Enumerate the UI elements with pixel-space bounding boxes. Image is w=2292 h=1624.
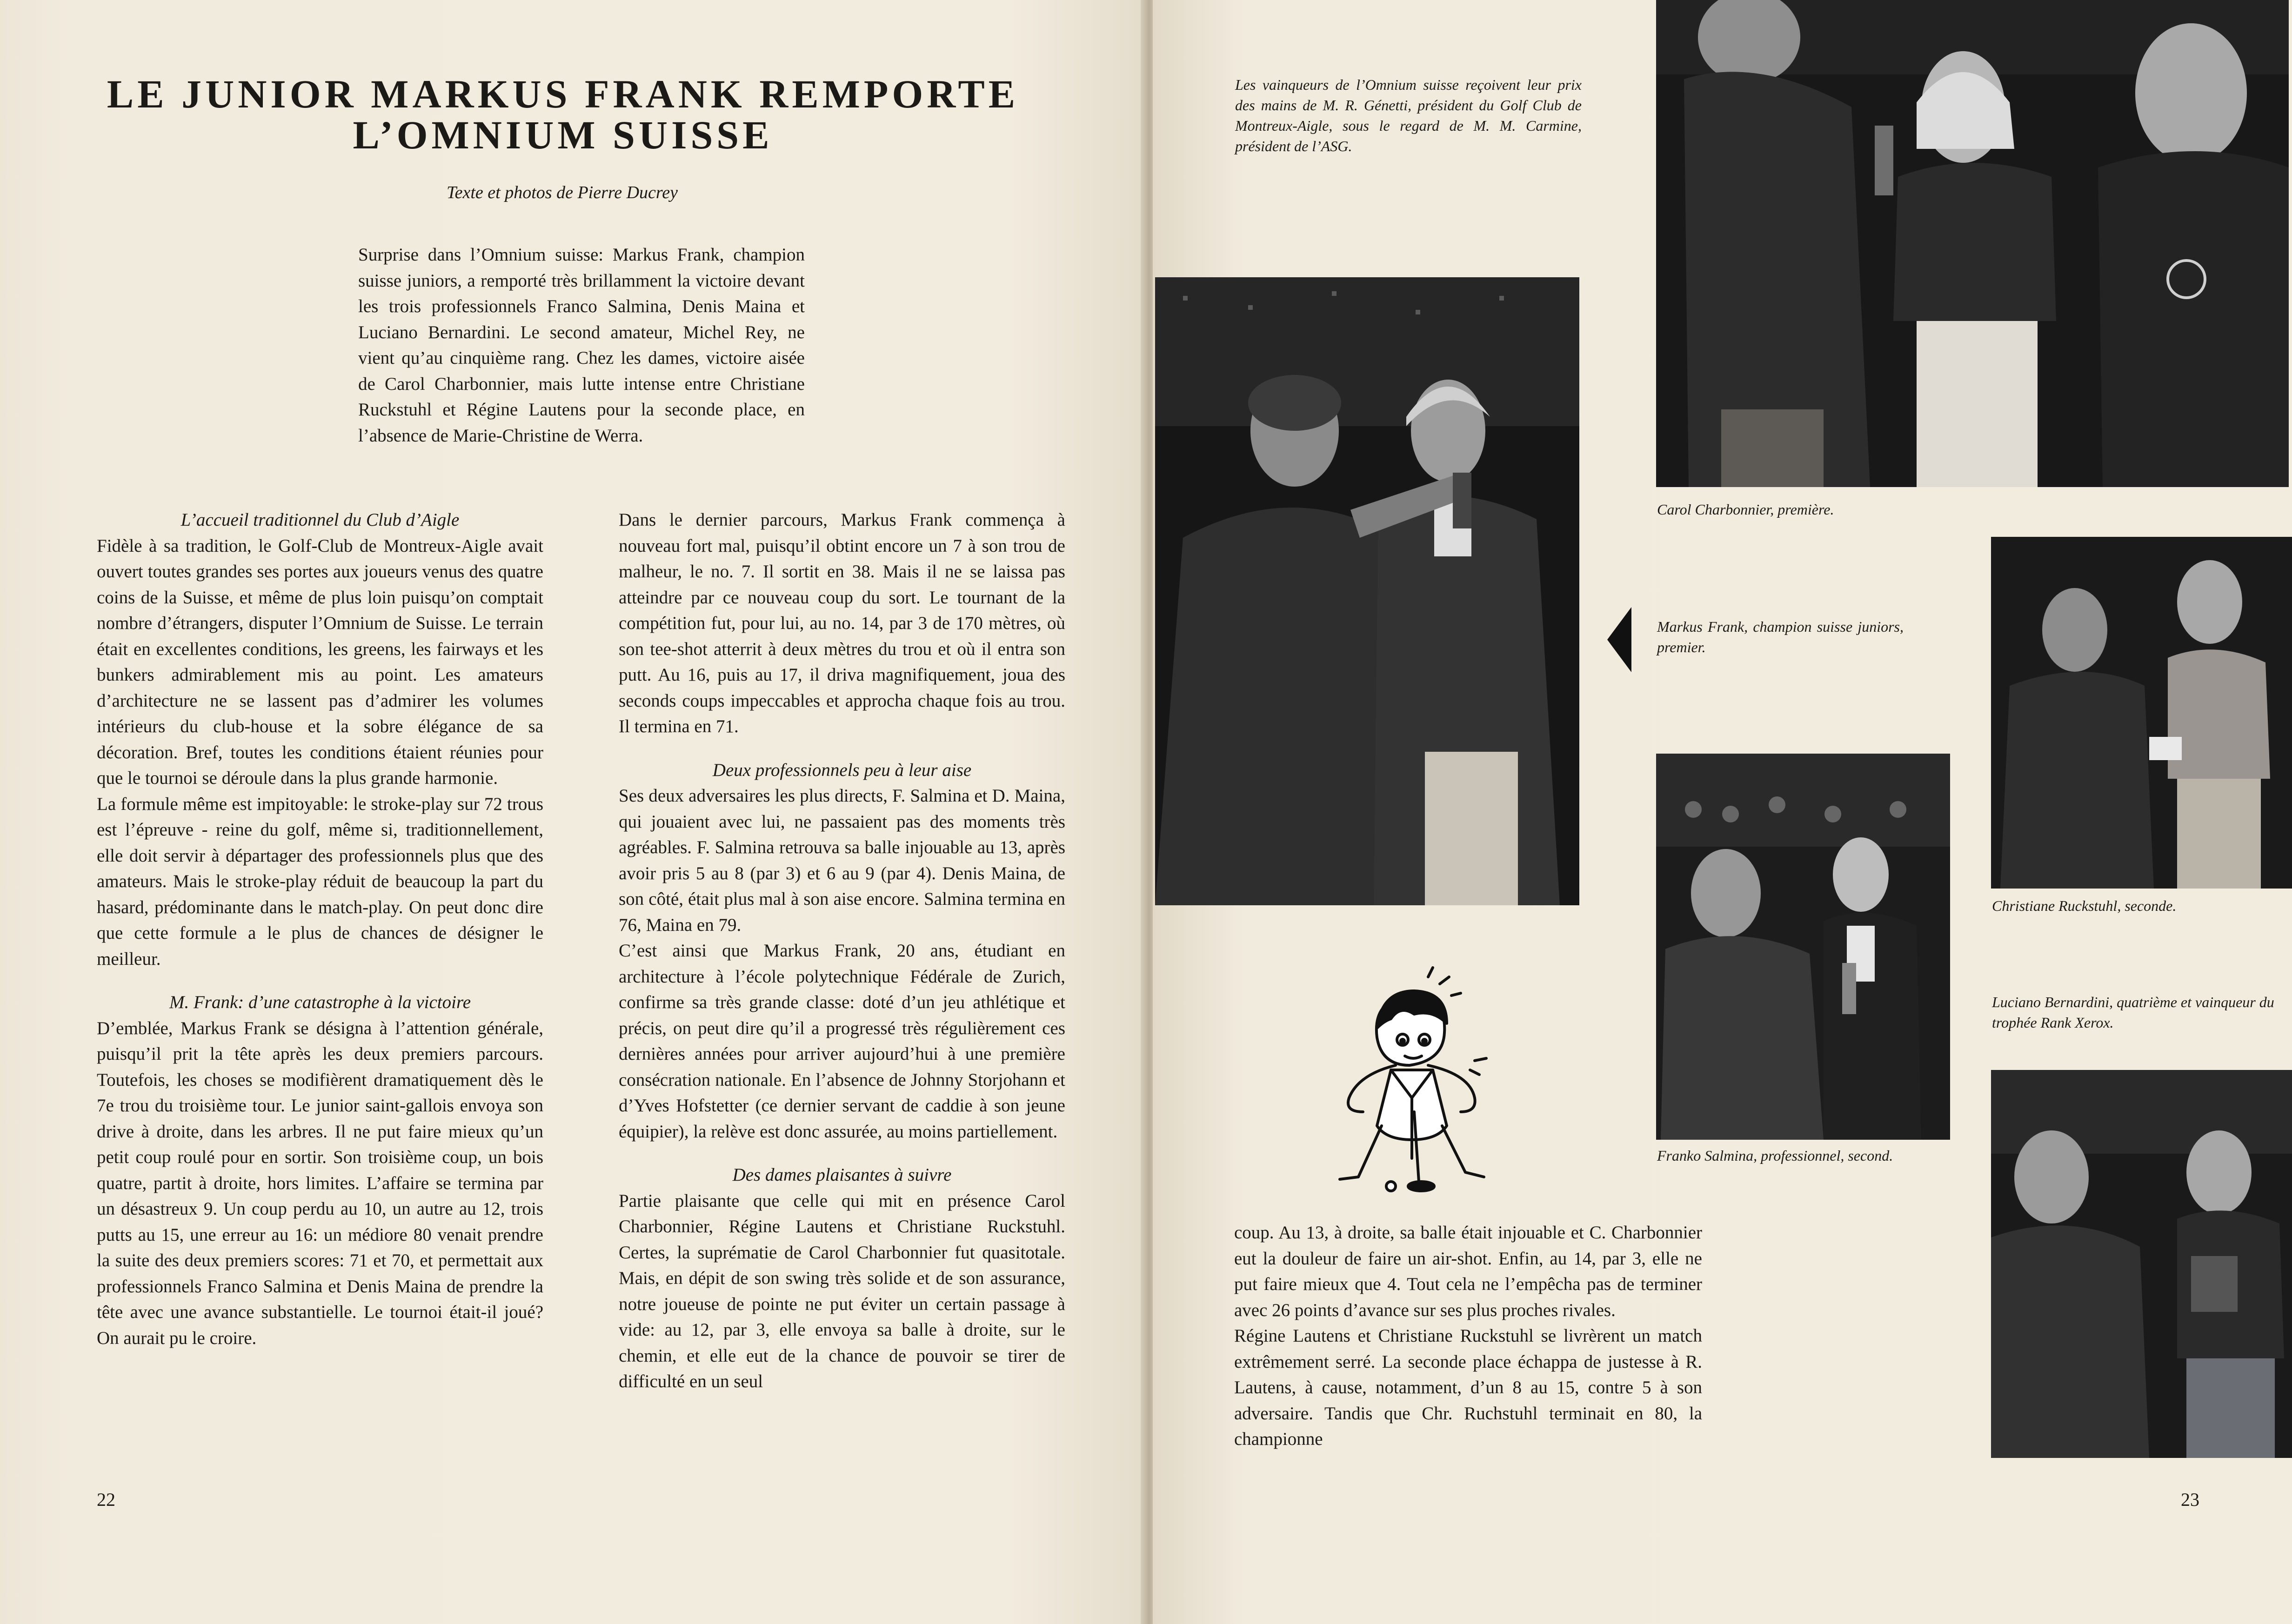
bleed-through-artifact <box>1878 665 1886 697</box>
paragraph: D’emblée, Markus Frank se désigna à l’attention générale, puisqu’il prit la tête après les deux premiers parcours. Toutefois, les choses se modifièrent dramatiquement dès le 7e trou du troisième tour. Le junior saint-gallois envoya son drive à droite, dans les arbres. Il ne put faire mieux qu’un petit coup roulé pour en sortir. Son troisième coup, un bois quatre, partit à droite, hors limites. L’affaire se termina par un désastreux 9. Un coup perdu au 10, un autre au 12, trois putts au 15, une erreur au 16: un médiore 80 venait prendre la suite des deux premiers scores: 71 et 70, et permettait aux professionnels Franco Salmina et Denis Maina de prendre la tête avec une avance substantielle. Le tournoi était-il joué? On aurait pu le croire. <box>97 1018 543 1348</box>
right-column-text <box>1234 1220 1702 1452</box>
subheading-catastrophe: M. Frank: d’une catastrophe à la victoire <box>169 992 471 1012</box>
caption-markus: Markus Frank, champion suisse juniors, premier. <box>1657 618 1904 655</box>
photo-luciano-bernardini <box>1991 1070 2292 1458</box>
paragraph: C’est ainsi que Markus Frank, 20 ans, étudiant en architecture à l’école polytechnique Fédérale de Zurich, confirme sa très grande classe: doté d’un jeu athlétique et précis, on peut dire qu’il a progressé très régulièrement ces dernières années pour arriver aujourd’hui à une première consécration nationale. En l’absence de Johnny Storjohann et d’Yves Hofstetter (ce dernier servant de caddie à son jeune équipier), la relève est donc assurée, au moins partiellement. <box>619 941 1065 1142</box>
caption-christiane: Christiane Ruckstuhl, seconde. <box>1992 897 2177 914</box>
column-1 <box>97 507 543 1351</box>
photo-markus-frank <box>1155 277 1579 905</box>
paragraph: Partie plaisante que celle qui mit en présence Carol Charbonnier, Régine Lautens et Christiane Ruckstuhl. Certes, la suprématie de Carol Charbonnier fut quasitotale. Mais, en dépit de son swing très solide et de son assurance, notre joueuse de pointe ne put éviter un certain passage à vide: au 12, par 3, elle envoya sa balle à droite, sur le chemin, et elle eut de la chance de pouvoir se tirer de difficulté en un seul <box>619 1190 1065 1391</box>
subheading-professionnels: Deux professionnels peu à leur aise <box>712 760 972 780</box>
photo-franko-salmina <box>1656 754 1950 1140</box>
title-line-1: LE JUNIOR MARKUS FRANK REMPORTE <box>107 72 1019 116</box>
caption-luciano: Luciano Bernardini, quatrième et vainqueur du trophée Rank Xerox. <box>1992 994 2274 1031</box>
page-number-right: 23 <box>2181 1489 2199 1510</box>
paragraph: La formule même est impitoyable: le stroke-play sur 72 trous est l’épreuve - reine du golf, même si, traditionnellement, elle doit servir à départager des professionnels plus que des amateurs. Mais le stroke-play réduit de beaucoup la part du hasard, prédominante dans le match-play. On peut donc dire que cette formule a le plus de chances de désigner le meilleur. <box>97 794 543 969</box>
caption-carol: Carol Charbonnier, première. <box>1657 501 1834 518</box>
caption-top: Les vainqueurs de l’Omnium suisse reçoivent leur prix des mains de M. R. Génetti, président du Golf Club de Montreux-Aigle, sous le regard de M. M. Carmine, président de l’ASG. <box>1235 76 1582 154</box>
column-2 <box>619 507 1065 1395</box>
pointer-arrow <box>1607 607 1631 672</box>
subheading-dames: Des dames plaisantes à suivre <box>732 1165 952 1185</box>
paragraph: Fidèle à sa tradition, le Golf-Club de Montreux-Aigle avait ouvert toutes grandes ses portes aux joueurs venus des quatre coins de la Suisse, et même de plus loin puisqu’on comptait nombre d’étrangers, disputer l’Omnium de Suisse. Le terrain était en excellentes conditions, les greens, les fairways et les bunkers admirablement mis au point. Les amateurs d’architecture ne se lassent pas d’admirer les volumes intérieurs du club-house et la sobre élégance de sa décoration. Bref, toutes les conditions étaient réunies pour que le tournoi se déroule dans la plus grande harmonie. <box>97 535 543 788</box>
subheading-accueil: L’accueil traditionnel du Club d’Aigle <box>180 510 460 530</box>
lede-paragraph: Surprise dans l’Omnium suisse: Markus Frank, champion suisse juniors, a remporté très brillamment la victoire devant les trois professionnels Franco Salmina, Denis Maina et Luciano Bernardini. Le second amateur, Michel Rey, ne vient qu’au cinquième rang. Chez les dames, victoire aisée de Carol Charbonnier, mais lutte intense entre Christiane Ruckstuhl et Régine Lautens pour la seconde place, en l’absence de Marie-Christine de Werra. <box>358 245 805 446</box>
paragraph: coup. Au 13, à droite, sa balle était injouable et C. Charbonnier eut la douleur de faire un air-shot. Enfin, au 14, par 3, elle ne put faire mieux que 4. Tout cela ne l’empêcha pas de terminer avec 26 points d’avance sur ses plus proches rivales. <box>1234 1223 1702 1320</box>
photo-christiane-ruckstuhl <box>1991 537 2292 889</box>
page-number-left: 22 <box>97 1489 115 1510</box>
paragraph: Ses deux adversaires les plus directs, F. Salmina et D. Maina, qui jouaient avec lui, ne passaient pas des moments très agréables. F. Salmina retrouva sa balle injouable au 13, après avoir pris 5 au 8 (par 3) et 6 au 9 (par 4). Denis Maina, de son côté, était plus mal à son aise encore. Salmina termina en 76, Maina en 79. <box>619 786 1065 935</box>
title-line-2: L’OMNIUM SUISSE <box>353 113 773 157</box>
paragraph: Régine Lautens et Christiane Ruckstuhl se livrèrent un match extrêmement serré. La seconde place échappa de justesse à R. Lautens, à cause, notamment, d’un 8 au 15, contre 5 à son adversaire. Tandis que Chr. Ruchstuhl terminait en 80, la championne <box>1234 1326 1702 1449</box>
cartoon-golfer-illustration <box>1321 958 1503 1200</box>
caption-franko: Franko Salmina, professionnel, second. <box>1657 1147 1893 1164</box>
byline: Texte et photos de Pierre Ducrey <box>447 183 678 202</box>
photo-carol-charbonnier <box>1656 0 2289 487</box>
paragraph: Dans le dernier parcours, Markus Frank commença à nouveau fort mal, puisqu’il obtint encore un 7 à son trou de malheur, le no. 7. Il sortit en 38. Mais il ne se laissa pas atteindre par ce nouveau coup du sort. Le tournant de la compétition fut, pour lui, au no. 14, par 3 de 170 mètres, où son tee-shot atterrit à deux mètres du trou et où il entra son putt. Au 16, puis au 17, il driva magnifiquement, joua des seconds coups impeccables et approcha chaque fois au trou. Il termina en 71. <box>619 510 1065 736</box>
left-page <box>0 0 1145 1624</box>
article-title <box>93 74 1033 155</box>
